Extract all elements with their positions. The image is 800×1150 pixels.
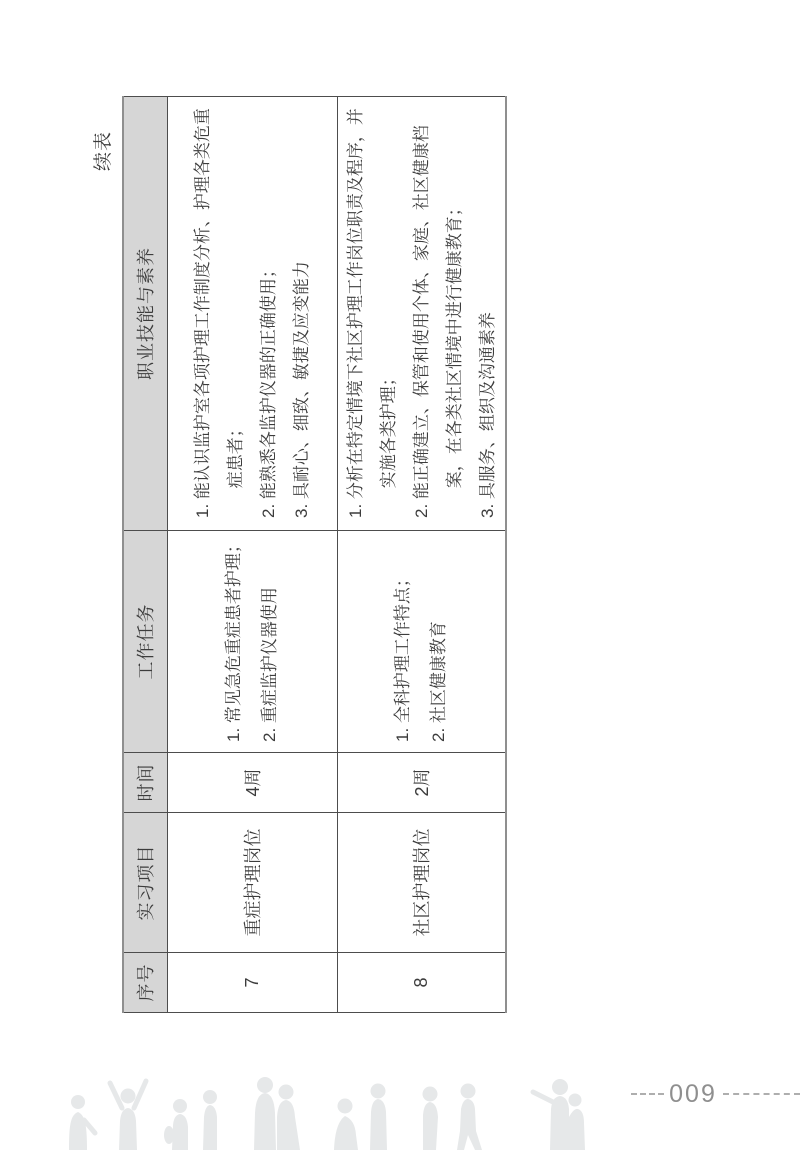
- person-silhouette-pair-1: [254, 1077, 300, 1150]
- col-header-skills: 职业技能与素养: [123, 97, 167, 531]
- person-silhouette-pair-2: [533, 1079, 585, 1150]
- cell-project: 重症护理岗位: [167, 813, 337, 953]
- cell-project: 社区护理岗位: [337, 813, 506, 953]
- skill-item: 1. 能认识监护室各项护理工作制度分析、护理各类危重症患者；: [193, 108, 245, 518]
- rotated-table-block: [94, 97, 503, 1013]
- person-silhouette-4: [334, 1099, 358, 1150]
- skill-item: 3. 具服务、组织及沟通素养: [477, 312, 497, 518]
- person-silhouette-6: [423, 1087, 439, 1150]
- cell-duration: 4周: [167, 753, 337, 813]
- skill-item: 2. 能正确建立、保管和使用个体、家庭、社区健康档案，在各类社区情境中进行健康教育；: [411, 125, 464, 518]
- col-header-no: 序号: [123, 953, 167, 1013]
- header-row: [123, 97, 167, 1013]
- cell-no: 8: [337, 953, 506, 1013]
- skill-item: 3. 具耐心、细致、敏捷及应变能力: [292, 261, 311, 518]
- cell-duration: 2周: [337, 753, 506, 813]
- person-silhouette-3: [203, 1090, 217, 1150]
- col-header-project: 实习项目: [123, 813, 167, 953]
- task-item: 2. 重症监护仪器使用: [260, 587, 279, 742]
- task-item: 2. 社区健康教育: [429, 621, 448, 742]
- continued-table-label: 续表: [93, 131, 114, 172]
- col-header-duration: 时间: [123, 753, 167, 813]
- table-row: [337, 97, 506, 1013]
- folio-dash-rule-right: [723, 1093, 800, 1095]
- page-number: 009: [669, 1080, 717, 1108]
- person-silhouette-5: [370, 1084, 387, 1150]
- table-row: [167, 97, 337, 1013]
- cell-skills: [167, 97, 337, 531]
- task-item: 1. 全科护理工作特点；: [393, 570, 412, 742]
- folio-dash-rule-left: [631, 1093, 664, 1095]
- people-silhouettes-image: [55, 1075, 595, 1150]
- cell-skills: [337, 97, 506, 531]
- person-silhouette-walking: [457, 1084, 482, 1150]
- col-header-tasks: 工作任务: [123, 531, 167, 753]
- skill-item: 2. 能熟悉各监护仪器的正确使用；: [259, 261, 278, 518]
- person-silhouette-cheering: [110, 1081, 146, 1150]
- cell-no: 7: [167, 953, 337, 1013]
- skill-item: 1. 分析在特定情境下社区护理工作岗位职责及程序，并实施各类护理；: [345, 108, 398, 518]
- cell-tasks: [167, 531, 337, 753]
- cell-tasks: [337, 531, 506, 753]
- internship-table: [122, 96, 507, 1013]
- person-silhouette-1: [69, 1095, 95, 1150]
- person-silhouette-2: [164, 1099, 188, 1150]
- task-item: 1. 常见急危重症患者护理；: [224, 536, 243, 742]
